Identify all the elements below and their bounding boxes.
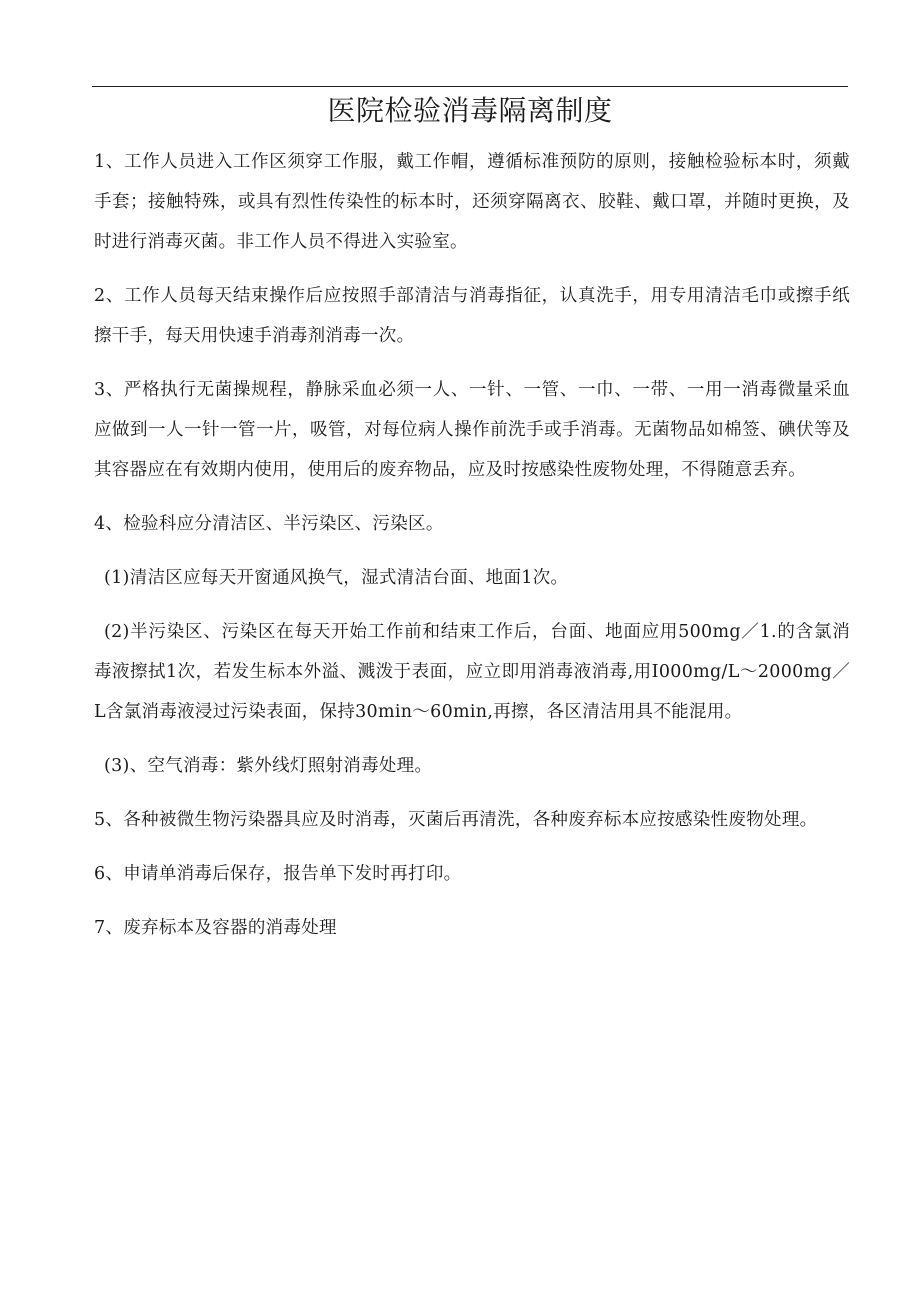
document-title: 医院检验消毒隔离制度 [327, 94, 613, 127]
paragraph-5: 5、各种被微生物污染器具应及时消毒，灭菌后再清洗，各种废弃标本应按感染性废物处理。 [94, 810, 818, 830]
paragraph-4: 4、检验科应分清洁区、半污染区、污染区。 [94, 514, 444, 534]
paragraph-7: 7、废弃标本及容器的消毒处理 [94, 918, 337, 938]
paragraph-4-2: (2)半污染区、污染区在每天开始工作前和结束工作后，台面、地面应用500mg／1.的含氯消毒液擦拭1次，若发生标本外溢、溅泼于表面，应立即用消毒液消毒,用I000mg/L～2000mg／L含氯消毒液浸过污染表面，保持30min～60min,再擦，各区清洁用具不能混用。 [94, 622, 850, 722]
paragraph-2: 2、工作人员每天结束操作后应按照手部清洁与消毒指征，认真洗手，用专用清洁毛巾或擦手纸擦干手，每天用快速手消毒剂消毒一次。 [94, 286, 850, 346]
paragraph-4-3: (3)、空气消毒：紫外线灯照射消毒处理。 [104, 756, 433, 776]
paragraph-1: 1、工作人员进入工作区须穿工作服，戴工作帽，遵循标准预防的原则，接触检验标本时，须戴手套；接触特殊，或具有烈性传染性的标本时，还须穿隔离衣、胶鞋、戴口罩，并随时更换，及时进行消毒灭菌。非工作人员不得进入实验室。 [94, 152, 850, 252]
paragraph-3: 3、严格执行无菌操规程，静脉采血必须一人、一针、一管、一巾、一带、一用一消毒微量采血应做到一人一针一管一片，吸管，对每位病人操作前洗手或手消毒。无菌物品如棉签、碘伏等及其容器应在有效期内使用，使用后的废弃物品，应及时按感染性废物处理，不得随意丢弃。 [94, 380, 850, 480]
document-body [94, 142, 850, 962]
paragraph-4-1: (1)清洁区应每天开窗通风换气，湿式清洁台面、地面1次。 [104, 568, 569, 588]
paragraph-6: 6、申请单消毒后保存，报告单下发时再打印。 [94, 864, 462, 884]
